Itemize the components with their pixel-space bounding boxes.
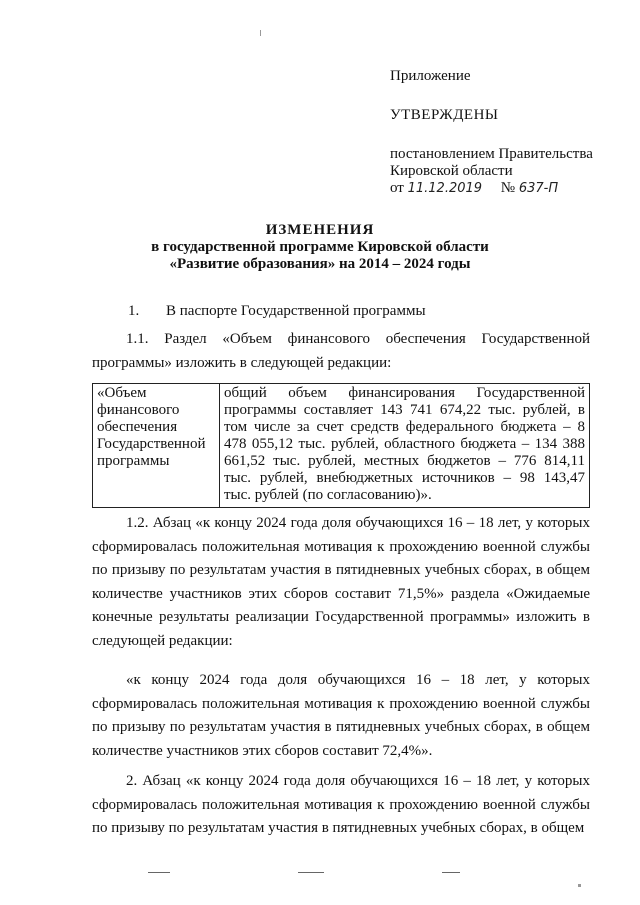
heading-title: ИЗМЕНЕНИЯ xyxy=(265,222,375,238)
decree-line-1: постановлением Правительства xyxy=(390,146,593,162)
decree-line-2: Кировской области xyxy=(390,163,513,179)
handwritten-number: 637-П xyxy=(518,181,559,196)
quote-1-2: «к концу 2024 года доля обучающихся 16 – 18 лет, у которых сформировалась положительная мотивация к прохождению военной службы по призыву по результатам участия в пятидневных учебных сборах, в общем количестве участников этих сборов составит 72,4%». xyxy=(92,672,590,759)
item-1-1: 1.1. Раздел «Объем финансового обеспечения Государственной программы» изложить в следующей редакции: xyxy=(92,331,590,371)
document-heading xyxy=(90,222,550,273)
section-1-text: В паспорте Государственной программы xyxy=(166,303,426,319)
number-prefix: № xyxy=(500,180,516,196)
decree-date-line xyxy=(390,180,620,197)
section-1-number: 1. xyxy=(128,303,140,319)
heading-line-3: «Развитие образования» на 2014 – 2024 годы xyxy=(169,256,471,272)
scan-mark xyxy=(442,872,460,873)
table-row xyxy=(93,384,590,508)
handwritten-date: 11.12.2019 xyxy=(407,181,483,196)
scan-speck xyxy=(260,30,261,36)
scan-mark xyxy=(298,872,324,873)
approval-block xyxy=(390,68,620,197)
approved-label: УТВЕРЖДЕНЫ xyxy=(390,107,499,123)
appendix-label: Приложение xyxy=(390,68,471,84)
heading-line-2: в государственной программе Кировской области xyxy=(151,239,489,255)
item-2: 2. Абзац «к концу 2024 года доля обучающихся 16 – 18 лет, у которых сформировалась положительная мотивация к прохождению военной службы по призыву по результатам участия в пятидневных учебных сборах, в общем xyxy=(92,773,590,836)
item-1-2: 1.2. Абзац «к концу 2024 года доля обучающихся 16 – 18 лет, у которых сформировалась положительная мотивация к прохождению военной службы по призыву по результатам участия в пятидневных учебных сборах, в общем количестве участников этих сборов составит 71,5%» раздела «Ожидаемые конечные результаты реализации Государственной программы» изложить в следующей редакции: xyxy=(92,515,590,649)
scan-speck xyxy=(578,884,581,887)
funding-table xyxy=(92,383,590,508)
section-1 xyxy=(128,300,588,324)
table-cell-label: «Объем финансового обеспечения Государственной программы xyxy=(93,384,220,508)
table-cell-value: общий объем финансирования Государственной программы составляет 143 741 674,22 тыс. рублей, в том числе за счет средств федерального бюджета – 8 478 055,12 тыс. рублей, областного бюджета – 134 388 661,52 тыс. рублей, местных бюджетов – 776 814,11 тыс. рублей, внебюджетных источников – 98 143,47 тыс. рублей (по согласованию)». xyxy=(220,384,590,508)
from-prefix: от xyxy=(390,180,404,196)
scan-mark xyxy=(148,872,170,873)
